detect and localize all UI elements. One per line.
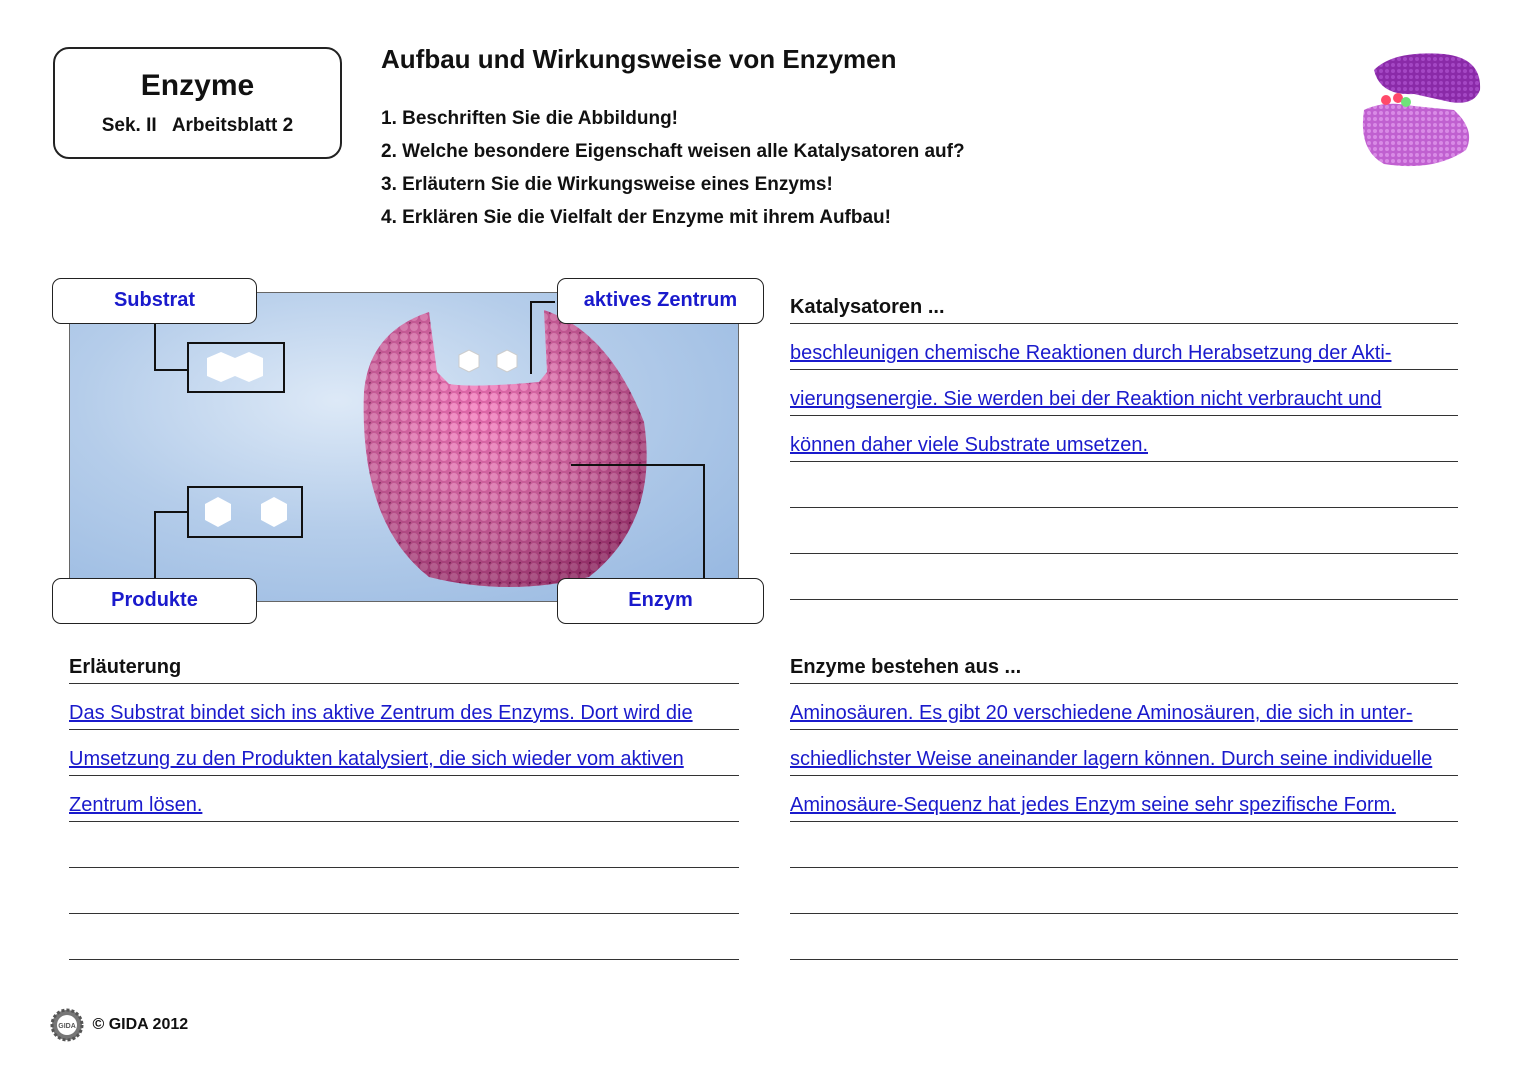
answer-line: beschleunigen chemische Reaktionen durch Herabsetzung der Akti-	[790, 342, 1392, 364]
substrate-molecule-icon	[189, 344, 283, 391]
substrate-molecule-box	[187, 342, 285, 393]
answer-line: Aminosäure-Sequenz hat jedes Enzym seine sehr spezifische Form.	[790, 794, 1396, 816]
product-molecule-box	[187, 486, 303, 538]
label-aktives-zentrum: aktives Zentrum	[557, 278, 764, 324]
answer-line: Das Substrat bindet sich ins aktive Zentrum des Enzyms. Dort wird die	[69, 702, 693, 724]
gida-logo-text: GIDA	[58, 1023, 76, 1030]
level-label: Sek. II	[101, 115, 157, 136]
answer-line: schiedlichster Weise aneinander lagern können. Durch seine individuelle	[790, 748, 1433, 770]
label-produkte: Produkte	[52, 578, 257, 624]
answer-line: Umsetzung zu den Produkten katalysiert, die sich wieder vom aktiven	[69, 748, 684, 770]
sheet-label: Arbeitsblatt 2	[171, 115, 294, 136]
erlaeuterung-section	[69, 638, 739, 960]
task-item: 1. Beschriften Sie die Abbildung!	[381, 108, 678, 129]
enzyme-thumbnail-image	[1354, 50, 1484, 170]
gida-logo-icon	[50, 1008, 84, 1042]
task-list	[381, 102, 965, 234]
answer-line: Aminosäuren. Es gibt 20 verschiedene Aminosäuren, die sich in unter-	[790, 702, 1413, 724]
katalysatoren-heading: Katalysatoren ...	[790, 296, 945, 318]
footer	[50, 1008, 188, 1042]
worksheet-subtitle	[55, 115, 340, 137]
main-title: Aufbau und Wirkungsweise von Enzymen	[381, 44, 897, 74]
copyright-text: © GIDA 2012	[92, 1016, 189, 1033]
label-substrat: Substrat	[52, 278, 257, 324]
worksheet-title-box	[53, 47, 342, 159]
erlaeuterung-heading: Erläuterung	[69, 656, 182, 678]
label-enzym: Enzym	[557, 578, 764, 624]
answer-line: Zentrum lösen.	[69, 794, 203, 816]
worksheet-title: Enzyme	[140, 69, 255, 102]
product-molecule-icon	[189, 488, 301, 536]
enzyme-bestehen-section	[790, 638, 1458, 960]
task-item: 3. Erläutern Sie die Wirkungsweise eines Enzyms!	[381, 174, 833, 195]
task-item: 2. Welche besondere Eigenschaft weisen alle Katalysatoren auf?	[381, 141, 965, 162]
answer-line: können daher viele Substrate umsetzen.	[790, 434, 1148, 456]
task-item: 4. Erklären Sie die Vielfalt der Enzyme mit ihrem Aufbau!	[381, 207, 891, 228]
enzyme-bestehen-heading: Enzyme bestehen aus ...	[790, 656, 1022, 678]
answer-line: vierungsenergie. Sie werden bei der Reaktion nicht verbraucht und	[790, 388, 1382, 410]
katalysatoren-section	[790, 278, 1458, 600]
enzyme-illustration	[69, 292, 739, 602]
